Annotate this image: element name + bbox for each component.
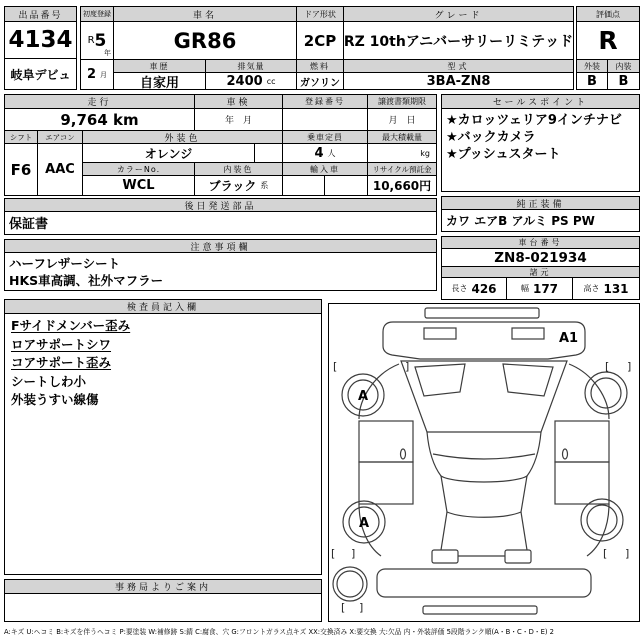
- mileage-label: 走行: [5, 95, 195, 109]
- displacement-value: [206, 73, 297, 89]
- inspector-note: シートしわ小: [11, 373, 87, 389]
- reg-month: 2: [86, 67, 97, 82]
- score-value: R: [577, 22, 639, 60]
- inspector-note: 外装うすい線傷: [11, 392, 99, 407]
- color-no-value: WCL: [83, 176, 195, 195]
- model-label: 型式: [344, 60, 573, 73]
- shaken-value: 年 月: [195, 109, 283, 131]
- sales-points-box: [441, 94, 640, 192]
- spare-wheel: [333, 567, 367, 601]
- windshield: [401, 361, 567, 432]
- score-box: [576, 6, 640, 90]
- import-value-cell-2: [325, 176, 368, 195]
- office-notice-box: [4, 579, 322, 622]
- right-door-rear: [555, 462, 609, 504]
- front-bumper-bar: [425, 308, 539, 318]
- wiper-left: [415, 364, 465, 396]
- registration-number-value: [283, 109, 368, 131]
- recycle-value: 10,660円: [372, 179, 432, 193]
- capacity-unit: 人: [327, 148, 336, 158]
- shipping-parts-value: 保証書: [9, 217, 49, 232]
- bracket-icon: ]: [625, 547, 630, 560]
- displacement-number: 2400: [226, 73, 263, 89]
- grade-value: RZ 10thアニバーサリーリミテッド: [344, 22, 573, 60]
- marker-a1: A1: [559, 331, 579, 346]
- venue-note: 岐阜デビュ: [10, 67, 71, 82]
- sales-points-list: [446, 112, 637, 163]
- payload-unit: kg: [420, 148, 430, 158]
- ac-value: AAC: [38, 144, 83, 195]
- import-label: 輸入車: [283, 163, 368, 176]
- score-label: 評価点: [577, 7, 639, 22]
- oem-equipment-box: [441, 196, 640, 232]
- interior-color-unit: 系: [260, 181, 269, 190]
- era-letter: R: [87, 35, 95, 46]
- height-label: 高さ: [583, 284, 600, 293]
- interior-label: 内装: [608, 60, 639, 73]
- sales-point-item: ★バックカメラ: [446, 130, 536, 145]
- bracket-icon: ]: [627, 360, 632, 373]
- inspector-note: ロアサポートシワ: [11, 336, 112, 352]
- inspector-note: コアサポート歪み: [11, 355, 112, 370]
- bracket-icon: [: [605, 360, 610, 373]
- exterior-color-spare-cell: [255, 144, 283, 163]
- length-cell: [442, 278, 507, 299]
- car-top-view-diagram: [329, 304, 639, 621]
- office-notice-label: 事務局よりご案内: [5, 580, 321, 594]
- chassis-value: ZN8-021934: [442, 249, 639, 267]
- registration-number-label: 登録番号: [283, 95, 368, 109]
- inspector-notes-label: 検査員記入欄: [5, 300, 321, 314]
- rear-bumper: [377, 569, 591, 597]
- bracket-icon: [: [603, 547, 608, 560]
- deck-right-edge: [521, 512, 527, 550]
- exterior-color-label: 外装色: [83, 131, 283, 144]
- right-door-handle: [563, 449, 568, 459]
- width-value: 177: [532, 281, 559, 296]
- shipping-parts-label: 後日発送部品: [5, 199, 436, 212]
- headlight-right: [512, 328, 544, 339]
- bracket-icon: [: [341, 601, 346, 614]
- bracket-icon: ]: [351, 547, 356, 560]
- capacity-number: 4: [314, 145, 324, 161]
- shipping-parts-box: [4, 198, 437, 235]
- width-cell: [507, 278, 573, 299]
- exterior-color-value: オレンジ: [83, 144, 255, 163]
- deck-left-edge: [441, 512, 447, 550]
- interior-color-value: [195, 176, 283, 195]
- recycle-label: リサイクル預託金: [368, 163, 436, 176]
- capacity-label: 乗車定員: [283, 131, 368, 144]
- rear-bottom-bar: [423, 606, 537, 614]
- first-registration-month: [81, 60, 114, 89]
- interior-score: B: [618, 73, 629, 89]
- left-door-handle: [401, 449, 406, 459]
- displacement-label: 排気量: [206, 60, 297, 73]
- bracket-icon: ]: [405, 360, 410, 373]
- sales-point-item: ★プッシュスタート: [446, 147, 561, 162]
- caution-lines: [9, 255, 434, 289]
- displacement-unit: cc: [266, 76, 276, 86]
- oem-equipment-value: カワ エアB アルミ PS PW: [446, 213, 595, 228]
- payload-value: [368, 144, 436, 163]
- info-grid-box: [4, 94, 437, 196]
- rear-glass: [441, 476, 527, 517]
- roof-line: [433, 454, 535, 459]
- left-door-rear: [359, 462, 413, 504]
- first-registration-year: [81, 22, 114, 60]
- mileage-value: 9,764 km: [5, 109, 195, 131]
- shift-value: F6: [5, 144, 38, 195]
- shift-label: シフト: [5, 131, 38, 144]
- caution-label: 注意事項欄: [5, 240, 436, 253]
- height-cell: [573, 278, 639, 299]
- sales-points-label: セールスポイント: [442, 95, 639, 109]
- bracket-icon: [: [331, 547, 336, 560]
- office-notice-content: [9, 596, 319, 620]
- import-value-cell-1: [283, 176, 325, 195]
- reg-year: 5: [94, 30, 107, 51]
- caution-box: [4, 239, 437, 291]
- length-label: 長さ: [451, 284, 468, 293]
- year-unit: 年: [104, 49, 111, 57]
- front-fascia: [383, 322, 585, 359]
- capacity-value: [283, 144, 368, 163]
- exterior-score: B: [577, 73, 608, 89]
- chassis-box: [441, 236, 640, 300]
- vehicle-summary-box: [80, 6, 574, 90]
- auction-number-box: [4, 6, 77, 90]
- inspector-notes-box: [4, 299, 322, 575]
- bracket-icon: ]: [359, 601, 364, 614]
- dimensions-label: 諸元: [442, 267, 639, 278]
- auction-number-value: 4134: [5, 22, 76, 59]
- damage-diagram-box: [328, 303, 640, 622]
- ac-label: エアコン: [38, 131, 83, 144]
- caution-line: HKS車高調、社外マフラー: [9, 273, 164, 288]
- history-label: 車歴: [114, 60, 206, 73]
- fuel-label: 燃料: [297, 60, 344, 73]
- length-value: 426: [471, 281, 497, 296]
- fuel-value: ガソリン: [297, 73, 344, 89]
- wiper-right: [503, 364, 553, 396]
- car-name-label: 車名: [114, 7, 297, 22]
- first-registration-label: 初度登録: [81, 7, 114, 22]
- auction-number-label: 出品番号: [5, 7, 76, 22]
- width-label: 幅: [520, 284, 529, 293]
- door-value: 2CP: [297, 22, 344, 60]
- interior-color-name: ブラック: [208, 179, 257, 193]
- grade-label: グレード: [344, 7, 573, 22]
- color-no-label: カラーNo.: [83, 163, 195, 176]
- history-value: 自家用: [114, 73, 206, 89]
- exterior-label: 外装: [577, 60, 608, 73]
- model-value: 3BA-ZN8: [426, 73, 491, 89]
- trunk-mark-right: [505, 550, 531, 563]
- shaken-label: 車検: [195, 95, 283, 109]
- caution-line: ハーフレザーシート: [9, 256, 121, 271]
- door-label: ドア形状: [297, 7, 344, 22]
- month-unit: 月: [100, 70, 108, 79]
- marker-front-left-a: A: [358, 389, 369, 404]
- inspector-notes-lines: [11, 317, 317, 410]
- car-name-value: GR86: [114, 22, 297, 60]
- sales-point-item: ★カロッツェリア9インチナビ: [446, 113, 622, 128]
- legend-text: A:キズ U:ヘコミ B:キズを伴うヘコミ P:要塗装 W:補修跡 S:錆 C:腐食、穴 G:フロントガラス点キズ XX:交換済み X:要交換 大:欠品 内・外装評価 5段階ランク順(A・B・C・D・E) 2: [4, 628, 555, 636]
- oem-equipment-label: 純正装備: [442, 197, 639, 210]
- marker-rear-left-a: A: [359, 516, 370, 531]
- height-value: 131: [603, 281, 629, 296]
- bracket-icon: [: [333, 360, 338, 373]
- transfer-deadline-value: 月 日: [368, 109, 436, 131]
- transfer-deadline-label: 譲渡書類期限: [368, 95, 436, 109]
- headlight-left: [424, 328, 456, 339]
- interior-color-label: 内装色: [195, 163, 283, 176]
- payload-label: 最大積載量: [368, 131, 436, 144]
- chassis-label: 車台番号: [442, 237, 639, 249]
- trunk-mark-left: [432, 550, 458, 563]
- inspector-note: Fサイドメンバー歪み: [11, 318, 131, 333]
